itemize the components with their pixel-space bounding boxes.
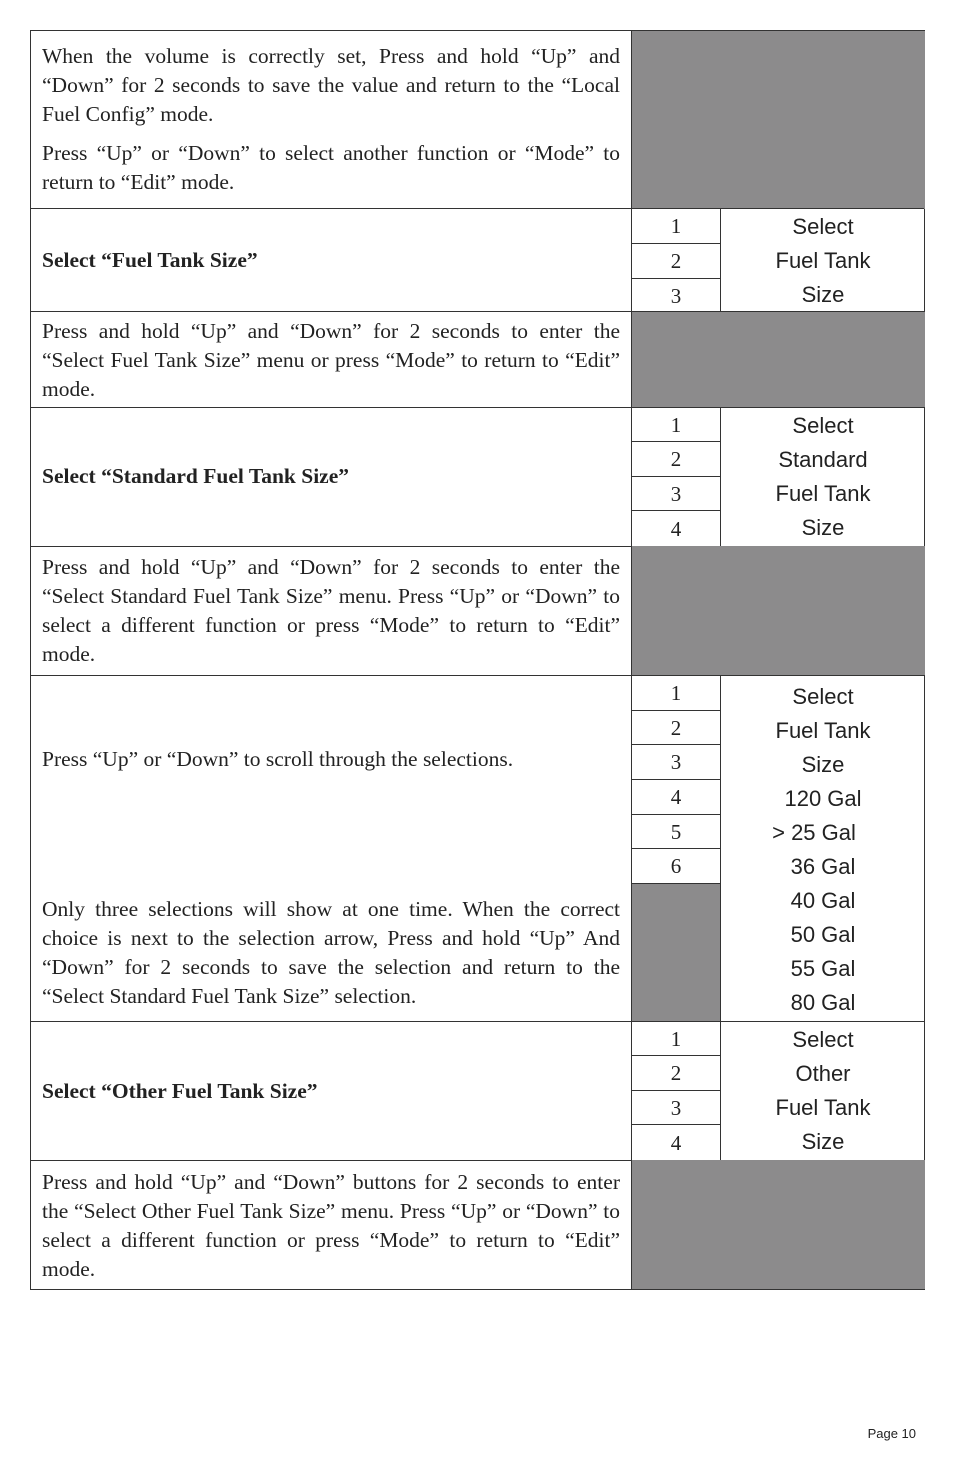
row6-display-line-5-selected: > 25 Gal bbox=[772, 820, 856, 845]
row6-number-6: 6 bbox=[632, 849, 720, 884]
row2-number-2: 2 bbox=[632, 244, 720, 279]
row7-number-3: 3 bbox=[632, 1091, 720, 1125]
row7-number-4: 4 bbox=[670, 1131, 682, 1155]
row1-paragraph-1: When the volume is correctly set, Press and hold “Up” and “Down” for 2 seconds to save the value and return to the “Local Fuel Config” mode. bbox=[42, 44, 620, 126]
row6-display-line-8: 50 Gal bbox=[790, 922, 856, 947]
row6-number-1: 1 bbox=[632, 676, 720, 711]
row3-text: Press and hold “Up” and “Down” for 2 seconds to enter the “Select Fuel Tank Size” menu or press “Mode” to return to “Edit” mode. bbox=[42, 319, 620, 401]
row7-display-line-4: Size bbox=[801, 1129, 845, 1154]
row4-display-line-2: Standard bbox=[778, 447, 868, 472]
row6-display-line-6: 36 Gal bbox=[790, 854, 856, 879]
row7-heading: Select “Other Fuel Tank Size” bbox=[42, 1079, 318, 1103]
row6-display-line-10: 80 Gal bbox=[790, 990, 856, 1015]
row7-display-line-3: Fuel Tank bbox=[775, 1095, 871, 1120]
row6-display-line-1: Select bbox=[792, 684, 854, 709]
row2-number-1: 1 bbox=[632, 209, 720, 244]
row2-display-line-3: Size bbox=[801, 282, 845, 307]
row6-display-line-2: Fuel Tank bbox=[775, 718, 871, 743]
row4-display-line-4: Size bbox=[801, 515, 845, 540]
row6-display bbox=[721, 680, 925, 1020]
row2-display bbox=[721, 210, 925, 312]
row6-number-column bbox=[632, 676, 720, 884]
row4-display-line-3: Fuel Tank bbox=[775, 481, 871, 506]
row6-number-5: 5 bbox=[632, 815, 720, 849]
row6-text-top: Press “Up” or “Down” to scroll through the selections. bbox=[42, 747, 514, 771]
row6-number-3: 3 bbox=[632, 745, 720, 780]
row4-number-column bbox=[632, 408, 720, 546]
row7-number-2: 2 bbox=[632, 1056, 720, 1091]
row4-number-1: 1 bbox=[632, 408, 720, 442]
row5-gray-cell bbox=[632, 546, 925, 675]
instruction-table bbox=[30, 30, 925, 1290]
row2-heading: Select “Fuel Tank Size” bbox=[42, 248, 258, 272]
row4-number-2: 2 bbox=[632, 442, 720, 477]
row6-text-bottom: Only three selections will show at one time. When the correct choice is next to the selection arrow, Press and hold “Up” And “Down” for 2 seconds to save the selection and return to the “Select Standard Fuel Tank Size” selection. bbox=[42, 897, 620, 1008]
row1-text bbox=[42, 42, 620, 197]
row4-display-line-1: Select bbox=[792, 413, 854, 438]
row6-display-line-4: 120 Gal bbox=[784, 786, 862, 811]
row4-number-3: 3 bbox=[632, 477, 720, 511]
row6-display-line-9: 55 Gal bbox=[790, 956, 856, 981]
row5-text: Press and hold “Up” and “Down” for 2 seconds to enter the “Select Standard Fuel Tank Size” menu. Press “Up” or “Down” to select a different function or press “Mode” to return to “Edit” mode. bbox=[42, 555, 620, 666]
row1-paragraph-2: Press “Up” or “Down” to select another function or “Mode” to return to “Edit” mode. bbox=[42, 141, 620, 194]
page-number: Page 10 bbox=[867, 1426, 916, 1441]
row3-gray-cell bbox=[632, 312, 925, 407]
row7-number-1: 1 bbox=[632, 1022, 720, 1056]
row6-display-line-7: 40 Gal bbox=[790, 888, 856, 913]
row7-display-line-2: Other bbox=[795, 1061, 851, 1086]
row2-display-line-2: Fuel Tank bbox=[775, 248, 871, 273]
row4-heading: Select “Standard Fuel Tank Size” bbox=[42, 464, 350, 488]
row8-gray-cell bbox=[632, 1160, 925, 1289]
row7-display bbox=[721, 1023, 925, 1159]
row6-display-line-3: Size bbox=[801, 752, 845, 777]
row6-number-4: 4 bbox=[632, 780, 720, 815]
row6-number-2: 2 bbox=[632, 711, 720, 745]
row8-text: Press and hold “Up” and “Down” buttons for 2 seconds to enter the “Select Other Fuel Tank Size” menu. Press “Up” or “Down” to select a different function or press “Mode” to return to “Edit” mode. bbox=[42, 1170, 620, 1281]
row7-display-line-1: Select bbox=[792, 1027, 854, 1052]
row1-gray-cell bbox=[632, 31, 925, 209]
row2-number-3: 3 bbox=[670, 284, 682, 308]
row2-number-column bbox=[632, 209, 720, 312]
row6-gray-cell bbox=[632, 884, 720, 1021]
row4-display bbox=[721, 409, 925, 545]
row2-display-line-1: Select bbox=[792, 214, 854, 239]
row4-number-4: 4 bbox=[670, 517, 682, 541]
row7-number-column bbox=[632, 1022, 720, 1160]
